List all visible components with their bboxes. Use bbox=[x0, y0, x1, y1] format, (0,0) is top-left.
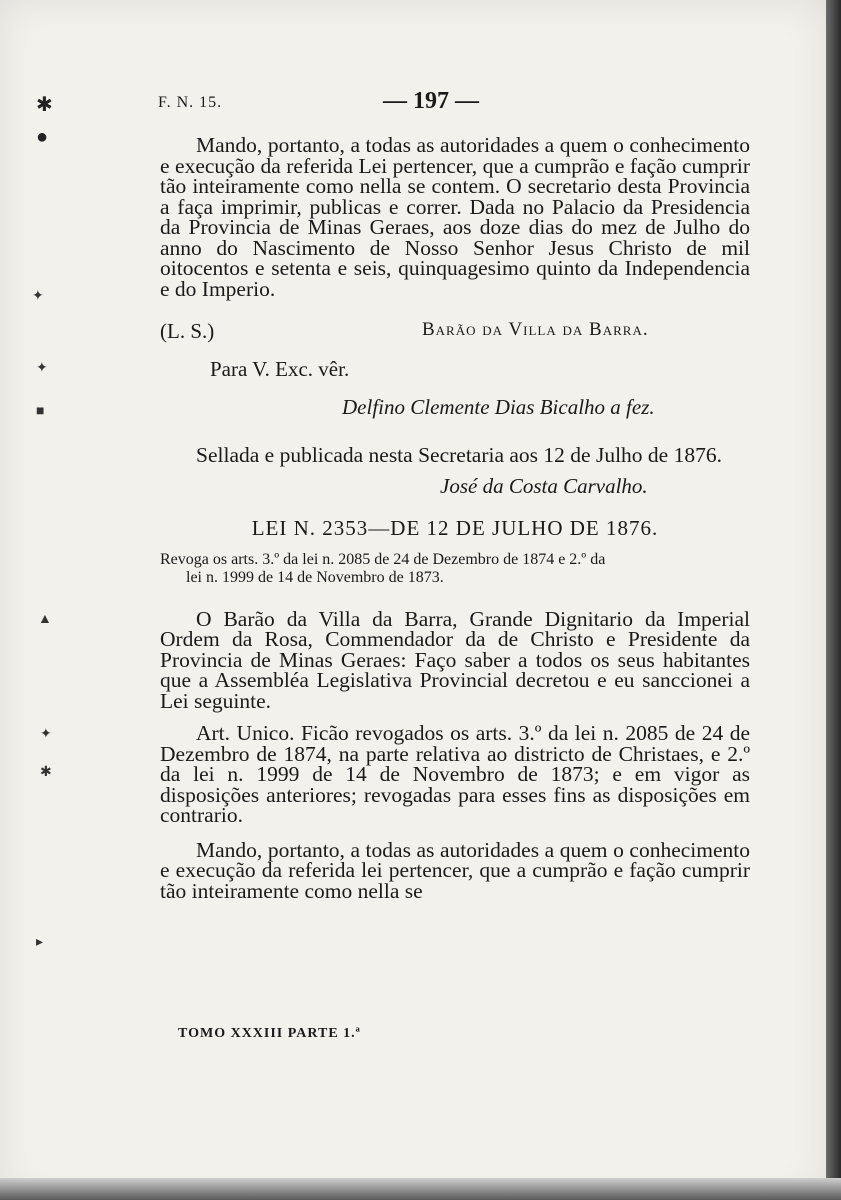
collection-reference: F. N. 15. bbox=[158, 94, 223, 111]
scan-edge-right bbox=[826, 0, 841, 1200]
para-vexc-row bbox=[160, 351, 750, 385]
seal-signature-row bbox=[160, 313, 750, 347]
made-by-row bbox=[160, 389, 750, 423]
paragraph-mando-1: Mando, portanto, a todas as autoridades a quem o conhecimento e execução da referida Lei pertencer, que a cumprão e fação cumprir tão inteiramente como nella se contem. O secretario desta Provincia a faça imprimir, publicas e correr. Dada no Palacio da Presidencia da Provincia de Minas Geraes, aos doze dias do mez de Julho do anno do Nascimento de Nosso Senhor Jesus Christo de mil oitocentos e setenta e seis, quinquagesimo quinto da Independencia e do Imperio. bbox=[160, 133, 750, 301]
signer-name: Barão da Villa da Barra. bbox=[422, 319, 649, 340]
law-summary-line2: lei n. 1999 de 14 de Novembro de 1873. bbox=[186, 568, 444, 586]
law-summary bbox=[160, 551, 750, 587]
margin-mark: ✦ bbox=[40, 727, 52, 742]
secretary-name: José da Costa Carvalho. bbox=[440, 473, 648, 498]
sealed-published: Sellada e publicada nesta Secretaria aos 12 de Julho de 1876. bbox=[196, 443, 722, 467]
margin-mark: ▲ bbox=[38, 612, 52, 627]
paragraph-mando-2: Mando, portanto, a todas as autoridades a quem o conhecimento e execução da referida lei pertencer, que a cumprão e fação cumprir tão inteiramente como nella se bbox=[160, 837, 750, 903]
made-by: Delfino Clemente Dias Bicalho a fez. bbox=[342, 395, 655, 419]
margin-mark: ■ bbox=[36, 404, 45, 419]
page-number: — 197 — bbox=[383, 88, 479, 114]
law-title: LEI N. 2353—DE 12 DE JULHO DE 1876. bbox=[251, 515, 659, 540]
para-vexc: Para V. Exc. vêr. bbox=[210, 357, 350, 381]
margin-mark: ▸ bbox=[36, 935, 44, 950]
document-body bbox=[160, 135, 750, 901]
secretary-row bbox=[160, 468, 750, 502]
margin-mark: ✱ bbox=[40, 765, 52, 780]
margin-mark: ✦ bbox=[32, 289, 44, 304]
law-summary-line1: Revoga os arts. 3.º da lei n. 2085 de 24 de Dezembro de 1874 e 2.º da bbox=[160, 550, 606, 568]
margin-mark: ✦ bbox=[36, 361, 48, 376]
seal-label: (L. S.) bbox=[160, 319, 215, 343]
volume-footer: TOMO XXXIII PARTE 1.ª bbox=[178, 1026, 361, 1041]
scan-edge-bottom bbox=[0, 1178, 841, 1200]
paragraph-article: Art. Unico. Ficão revogados os arts. 3.º da lei n. 2085 de 24 de Dezembro de 1874, na parte relativa ao districto de Christaes, e 2.º da lei n. 1999 de 14 de Novembro de 1873; e em vigor as disposições anteriores; revogadas para esses fins as disposições em contrario. bbox=[160, 721, 750, 827]
margin-mark: ✱ bbox=[36, 94, 53, 116]
page-header bbox=[158, 88, 758, 116]
paragraph-preamble: O Barão da Villa da Barra, Grande Dignitario da Imperial Ordem da Rosa, Commendador da de Christo e Presidente da Provincia de Minas Geraes: Faço saber a todos os seus habitantes que a Assembléa Legislativa Provincial decretou e eu sanccionei a Lei seguinte. bbox=[160, 606, 750, 713]
margin-mark: ● bbox=[36, 126, 49, 148]
